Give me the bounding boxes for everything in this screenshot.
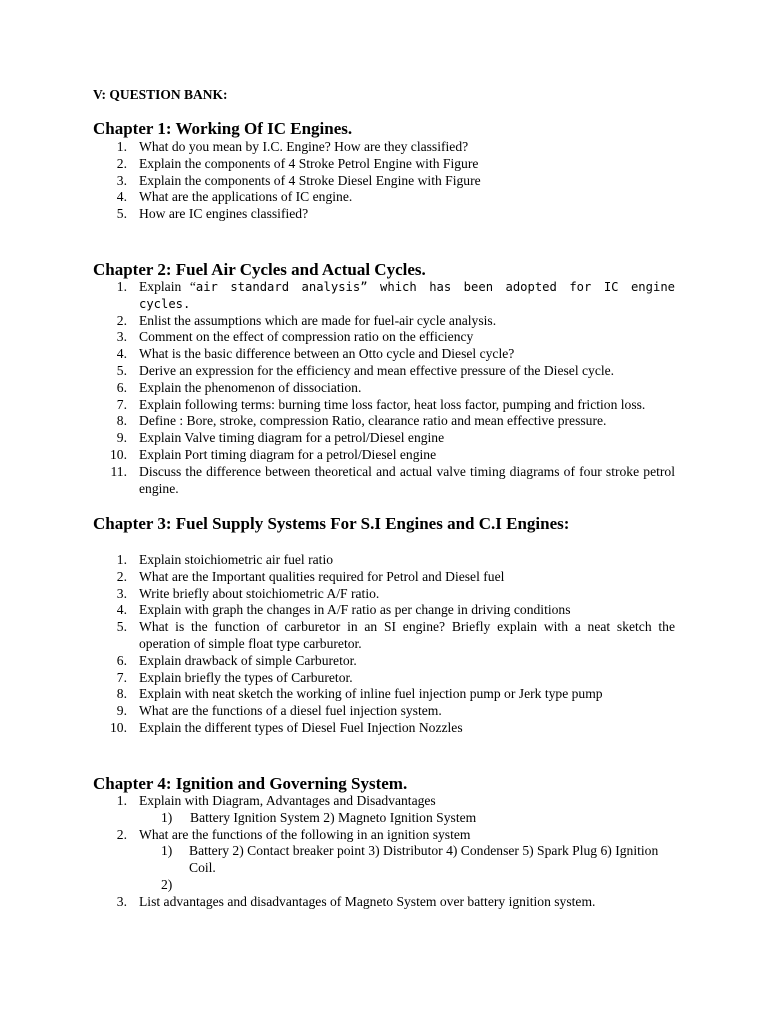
list-item: 3. Write briefly about stoichiometric A/F ratio. bbox=[116, 585, 380, 601]
list-item: 3. List advantages and disadvantages of Magneto System over battery ignition system. bbox=[116, 893, 596, 909]
chapter-3-questions bbox=[93, 552, 675, 737]
list-item: 4. What are the applications of IC engine. bbox=[116, 189, 353, 205]
list-item: 6. Explain drawback of simple Carburetor. bbox=[116, 652, 357, 668]
chapter-2-questions bbox=[93, 279, 675, 497]
list-item: 10. Explain the different types of Diesel Fuel Injection Nozzles bbox=[110, 719, 463, 735]
sub-list-item: 2) bbox=[161, 876, 173, 892]
list-item: 8. Explain with neat sketch the working of inline fuel injection pump or Jerk type pump bbox=[116, 686, 603, 702]
list-item: 6. Explain the phenomenon of dissociation. bbox=[116, 379, 362, 395]
chapter-1-title: Chapter 1: Working Of IC Engines. bbox=[93, 119, 353, 138]
list-item: 2. What are the functions of the following in an ignition system 1) Battery 2) Contact breaker point 3) Distributor 4) Condenser 5) Spark Plug 6) Ignition Coil. 2) bbox=[93, 827, 675, 894]
sub-list-item: 1) Battery Ignition System 2) Magneto Ignition System bbox=[161, 809, 477, 825]
list-item: 1. Explain stoichiometric air fuel ratio bbox=[116, 552, 334, 567]
list-item: 9. What are the functions of a diesel fuel injection system. bbox=[116, 703, 442, 719]
chapter-1-questions bbox=[93, 139, 675, 223]
list-item: 5. How are IC engines classified? bbox=[116, 206, 309, 222]
list-item: 5. What is the function of carburetor in an SI engine? Briefly explain with a neat sketch the operation of simple float type carburetor. bbox=[116, 619, 675, 651]
list-item: 8. Define : Bore, stroke, compression Ratio, clearance ratio and mean effective pressure. bbox=[116, 413, 607, 429]
list-item: 2. Enlist the assumptions which are made for fuel-air cycle analysis. bbox=[116, 312, 497, 328]
chapter-4-title: Chapter 4: Ignition and Governing System. bbox=[93, 774, 408, 793]
list-item: 2. Explain the components of 4 Stroke Petrol Engine with Figure bbox=[116, 155, 479, 171]
list-item: 1. What do you mean by I.C. Engine? How are they classified? bbox=[116, 139, 469, 154]
list-item: 2. What are the Important qualities required for Petrol and Diesel fuel bbox=[116, 568, 505, 584]
sub-list-item: 1) Battery 2) Contact breaker point 3) Distributor 4) Condenser 5) Spark Plug 6) Ignition Coil. bbox=[161, 843, 659, 876]
list-item: 10. Explain Port timing diagram for a petrol/Diesel engine bbox=[110, 446, 437, 462]
list-item: 11. Discuss the difference between theoretical and actual valve timing diagrams of four stroke petrol engine. bbox=[110, 463, 675, 496]
list-item: 7. Explain briefly the types of Carburetor. bbox=[116, 669, 353, 685]
list-item: 9. Explain Valve timing diagram for a petrol/Diesel engine bbox=[116, 430, 445, 446]
list-item: 4. What is the basic difference between an Otto cycle and Diesel cycle? bbox=[116, 346, 515, 362]
list-item: 7. Explain following terms: burning time loss factor, heat loss factor, pumping and friction loss. bbox=[116, 396, 646, 412]
chapter-3-title: Chapter 3: Fuel Supply Systems For S.I Engines and C.I Engines: bbox=[93, 514, 570, 533]
chapter-4-questions bbox=[93, 793, 675, 911]
list-item: 5. Derive an expression for the efficiency and mean effective pressure of the Diesel cycle. bbox=[116, 362, 615, 378]
question-bank-title: V: QUESTION BANK: bbox=[93, 87, 228, 102]
list-item: 1. Explain “air standard analysis” which has been adopted for IC engine cycles. bbox=[116, 279, 675, 311]
chapter-2-title: Chapter 2: Fuel Air Cycles and Actual Cycles. bbox=[93, 260, 426, 279]
list-item: 3. Explain the components of 4 Stroke Diesel Engine with Figure bbox=[116, 172, 481, 188]
list-item: 3. Comment on the effect of compression ratio on the efficiency bbox=[116, 329, 474, 345]
list-item: 1. Explain with Diagram, Advantages and Disadvantages 1) Battery Ignition System 2) Magneto Ignition System bbox=[93, 793, 675, 827]
list-item: 4. Explain with graph the changes in A/F ratio as per change in driving conditions bbox=[116, 602, 571, 618]
